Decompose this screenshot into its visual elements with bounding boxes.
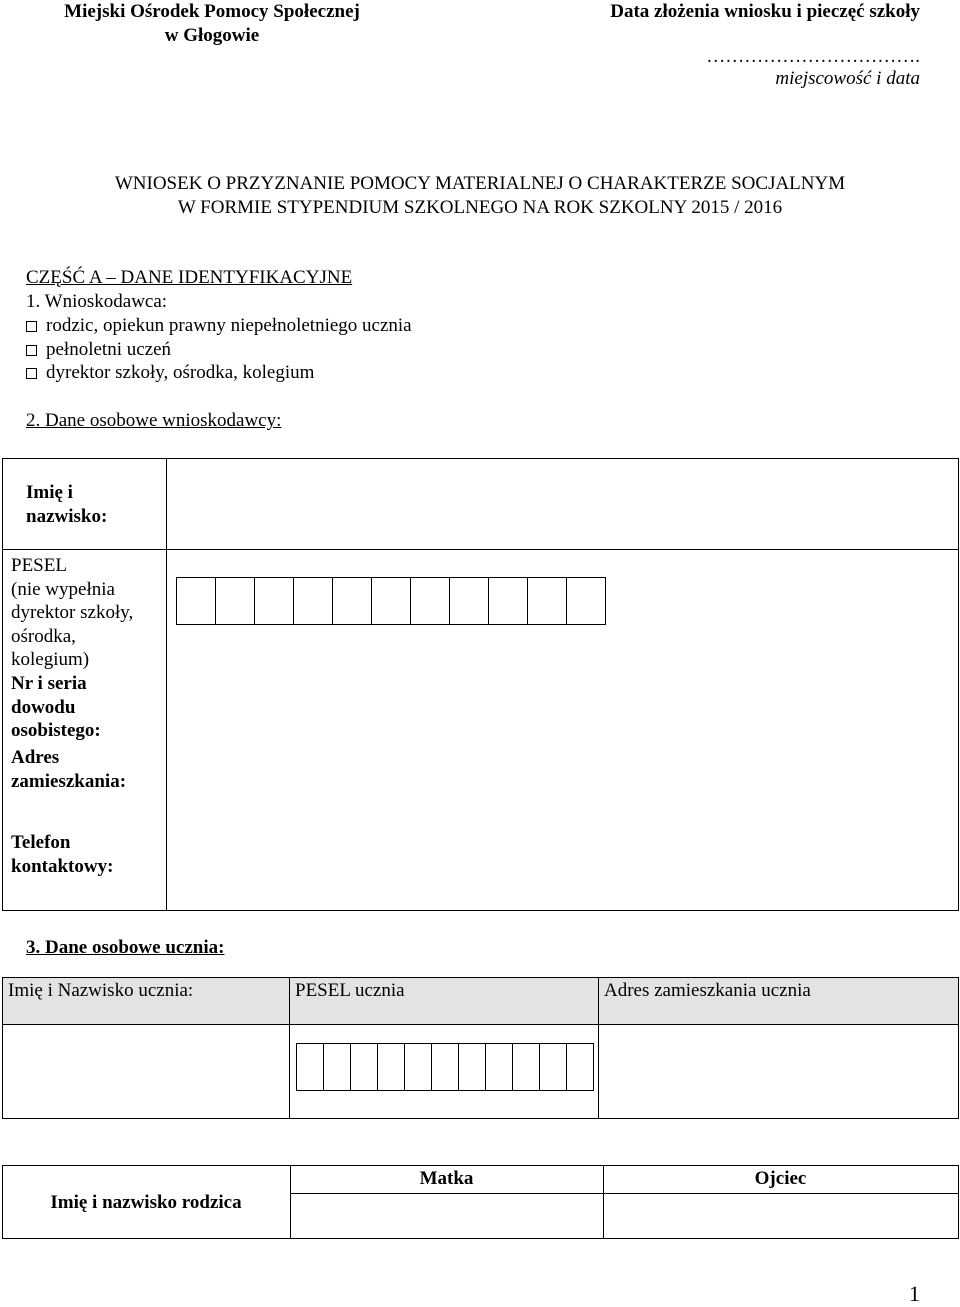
phone-label: Telefon kontaktowy: <box>11 832 114 877</box>
page-number: 1 <box>909 1281 920 1306</box>
institution-line1: Miejski Ośrodek Pomocy Społecznej <box>64 1 360 22</box>
option-label: rodzic, opiekun prawny niepełnoletniego ucznia <box>46 315 412 336</box>
father-header: Ojciec <box>754 1168 807 1189</box>
pesel-digit-box[interactable] <box>432 1044 459 1090</box>
student-pesel-grid[interactable] <box>296 1043 594 1091</box>
name-label: Imię i nazwisko: <box>26 482 108 527</box>
pesel-digit-box[interactable] <box>486 1044 513 1090</box>
institution-name <box>32 0 392 48</box>
applicant-option-parent[interactable] <box>26 314 412 338</box>
pesel-digit-box[interactable] <box>489 578 528 624</box>
phone-input[interactable] <box>168 826 957 908</box>
student-data-heading: 3. Dane osobowe ucznia: <box>26 937 225 958</box>
student-name-header: Imię i Nazwisko ucznia: <box>8 980 194 1001</box>
personal-data-heading: 2. Dane osobowe wnioskodawcy: <box>26 410 282 431</box>
pesel-digit-box[interactable] <box>351 1044 378 1090</box>
mother-header: Matka <box>419 1168 474 1189</box>
address-input[interactable] <box>168 744 957 822</box>
pesel-label: PESEL (nie wypełnia dyrektor szkoły, ośrodka, kolegium) <box>11 555 134 670</box>
student-name-input[interactable] <box>4 1026 288 1117</box>
student-address-header: Adres zamieszkania ucznia <box>604 980 811 1001</box>
pesel-digit-box[interactable] <box>324 1044 351 1090</box>
id-card-label: Nr i seria dowodu osobistego: <box>11 673 101 741</box>
pesel-digit-box[interactable] <box>255 578 294 624</box>
id-card-input[interactable] <box>168 670 957 742</box>
option-label: pełnoletni uczeń <box>46 339 172 360</box>
mother-name-input[interactable] <box>292 1195 602 1237</box>
checkbox-icon[interactable] <box>26 345 37 356</box>
pesel-digit-box[interactable] <box>216 578 255 624</box>
applicant-name-input[interactable] <box>168 460 957 548</box>
pesel-digit-box[interactable] <box>513 1044 540 1090</box>
part-a-heading: CZĘŚĆ A – DANE IDENTYFIKACYJNE <box>26 267 353 288</box>
option-label: dyrektor szkoły, ośrodka, kolegium <box>46 362 315 383</box>
parent-name-label: Imię i nazwisko rodzica <box>50 1192 242 1213</box>
pesel-digit-box[interactable] <box>177 578 216 624</box>
pesel-digit-box[interactable] <box>567 1044 593 1090</box>
date-stamp-label: Data złożenia wniosku i pieczęć szkoły <box>610 1 920 22</box>
checkbox-icon[interactable] <box>26 368 37 379</box>
pesel-digit-box[interactable] <box>294 578 333 624</box>
applicant-option-adult-student[interactable] <box>26 338 171 362</box>
institution-line2: w Głogowie <box>164 25 260 46</box>
pesel-digit-box[interactable] <box>450 578 489 624</box>
pesel-digit-box[interactable] <box>567 578 605 624</box>
applicant-option-director[interactable] <box>26 361 314 385</box>
pesel-digit-box[interactable] <box>540 1044 567 1090</box>
form-title-line2: W FORMIE STYPENDIUM SZKOLNEGO NA ROK SZKOLNY 2015 / 2016 <box>177 197 783 218</box>
pesel-digit-box[interactable] <box>405 1044 432 1090</box>
father-name-input[interactable] <box>605 1195 957 1237</box>
pesel-digit-box[interactable] <box>297 1044 324 1090</box>
pesel-digit-box[interactable] <box>528 578 567 624</box>
pesel-digit-box[interactable] <box>459 1044 486 1090</box>
pesel-digit-box[interactable] <box>378 1044 405 1090</box>
checkbox-icon[interactable] <box>26 321 37 332</box>
place-date-label: miejscowość i data <box>775 68 920 89</box>
student-address-input[interactable] <box>600 1026 957 1117</box>
student-pesel-header: PESEL ucznia <box>295 980 405 1001</box>
place-date-dots: ……………………………. <box>706 46 920 67</box>
pesel-digit-box[interactable] <box>333 578 372 624</box>
form-title-line1: WNIOSEK O PRZYZNANIE POMOCY MATERIALNEJ O CHARAKTERZE SOCJALNYM <box>114 173 846 194</box>
pesel-digit-box[interactable] <box>372 578 411 624</box>
applicant-pesel-grid[interactable] <box>176 577 606 625</box>
pesel-digit-box[interactable] <box>411 578 450 624</box>
applicant-heading: 1. Wnioskodawca: <box>26 291 168 312</box>
address-label: Adres zamieszkania: <box>11 747 127 792</box>
